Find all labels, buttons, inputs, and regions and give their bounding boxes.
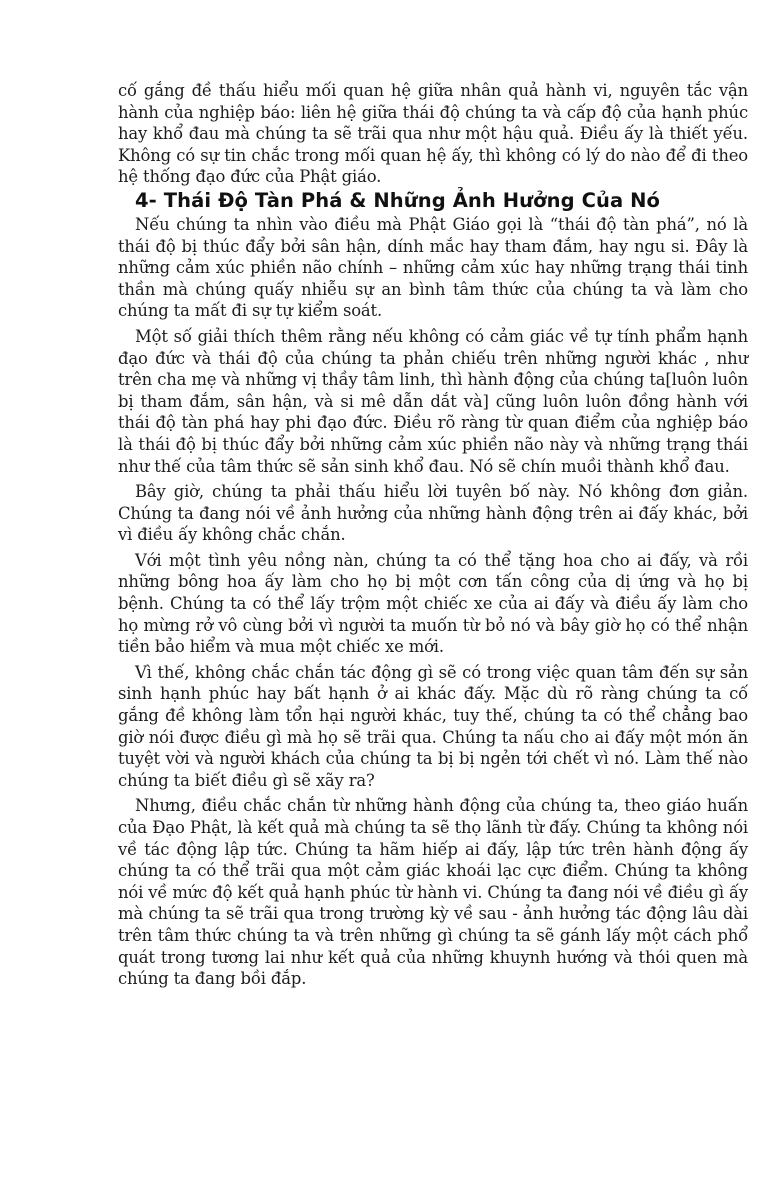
paragraph: Nếu chúng ta nhìn vào điều mà Phật Giáo gọi là “thái độ tàn phá”, nó là thái độ bị thúc đẩy bởi sân hận, dính mắc hay tham đắm, hay ngu si. Đây là những cảm xúc phiền não chính – những cảm xúc hay những trạng thái tinh thần mà chúng quấy nhiễu sự an bình tâm thức của chúng ta và làm cho chúng ta mất đi sự tự kiểm soát. bbox=[118, 214, 748, 321]
document-page bbox=[118, 80, 748, 994]
paragraph: Nhưng, điều chắc chắn từ những hành động của chúng ta, theo giáo huấn của Đạo Phật, là kết quả mà chúng ta sẽ thọ lãnh từ đấy. Chúng ta không nói về tác động lập tức. Chúng ta hãm hiếp ai đấy, lập tức trên hành động ấy chúng ta có thể trãi qua một cảm giác khoái lạc cực điểm. Chúng ta không nói về mức độ kết quả hạnh phúc từ hành vi. Chúng ta đang nói về điều gì ấy mà chúng ta sẽ trãi qua trong trường kỳ về sau - ảnh hưởng tác động lâu dài trên tâm thức chúng ta và trên những gì chúng ta sẽ gánh lấy một cách phổ quát trong tương lai như kết quả của những khuynh hướng và thói quen mà chúng ta đang bồi đắp. bbox=[118, 796, 748, 989]
section-heading: 4- Thái Độ Tàn Phá & Những Ảnh Hưởng Của Nó bbox=[135, 188, 661, 212]
paragraph: Với một tình yêu nồng nàn, chúng ta có thể tặng hoa cho ai đấy, và rồi những bông hoa ấy làm cho họ bị một cơn tấn công của dị ứng và họ bị bệnh. Chúng ta có thể lấy trộm một chiếc xe của ai đấy và điều ấy làm cho họ mừng rở vô cùng bởi vì người ta muốn từ bỏ nó và bây giờ họ có thể nhận tiền bảo hiểm và mua một chiếc xe mới. bbox=[118, 550, 748, 657]
paragraph: Vì thế, không chắc chắn tác động gì sẽ có trong việc quan tâm đến sự sản sinh hạnh phúc hay bất hạnh ở ai khác đấy. Mặc dù rõ ràng chúng ta cố gắng đề không làm tổn hại người khác, tuy thế, chúng ta có thể chẳng bao giờ nói được điều gì mà họ sẽ trãi qua. Chúng ta nấu cho ai đấy một món ăn tuyệt vời và người khách của chúng ta bị bị ngẻn tới chết vì nó. Làm thế nào chúng ta biết điều gì sẽ xãy ra? bbox=[118, 662, 748, 790]
paragraph: Một số giải thích thêm rằng nếu không có cảm giác về tự tính phẩm hạnh đạo đức và thái độ của chúng ta phản chiếu trên những người khác , như trên cha mẹ và những vị thầy tâm linh, thì hành động của chúng ta[luôn luôn bị tham đắm, sân hận, và si mê dẫn dắt và] cũng luôn luôn đồng hành với thái độ tàn phá hay phi đạo đức. Điều rõ ràng từ quan điểm của nghiệp báo là thái độ bị thúc đẩy bởi những cảm xúc phiền não này và những trạng thái như thế của tâm thức sẽ sản sinh khổ đau. Nó sẽ chín muồi thành khổ đau. bbox=[118, 326, 748, 476]
paragraph-continuation: cố gắng đề thấu hiểu mối quan hệ giữa nhân quả hành vi, nguyên tắc vận hành của nghiệp báo: liên hệ giữa thái độ chúng ta và cấp độ của hạnh phúc hay khổ đau mà chúng ta sẽ trãi qua như một hậu quả. Điều ấy là thiết yếu. Không có sự tin chắc trong mối quan hệ ấy, thì không có lý do nào để đi theo hệ thống đạo đức của Phật giáo. bbox=[118, 81, 748, 187]
paragraph: Bây giờ, chúng ta phải thấu hiểu lời tuyên bố này. Nó không đơn giản. Chúng ta đang nói về ảnh hưởng của những hành động trên ai đấy khác, bởi vì điều ấy không chắc chắn. bbox=[118, 482, 748, 545]
